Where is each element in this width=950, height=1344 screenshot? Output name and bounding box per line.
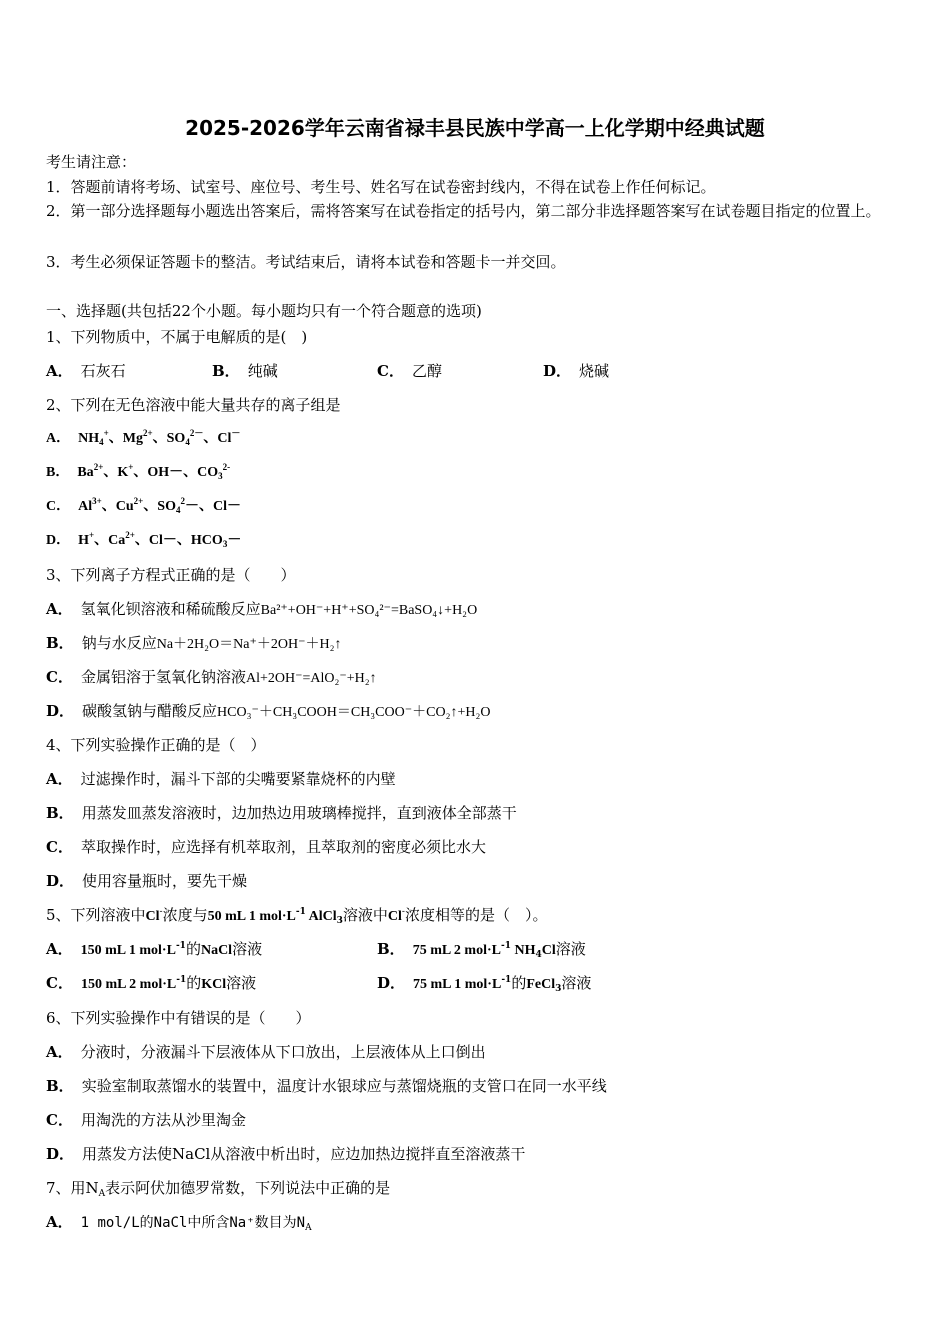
superscript: 2-	[222, 462, 231, 472]
option-label: B．	[46, 465, 70, 480]
option-text: 氢氧化钡溶液和稀硫酸反应	[80, 600, 261, 618]
equation: Ba²⁺+OH⁻+H⁺+SO₄²⁻=BaSO₄↓+H₂O	[260, 603, 478, 618]
option-label: D．	[46, 872, 75, 890]
option-text: 过滤操作时，漏斗下部的尖嘴要紧靠烧杯的内壁	[80, 770, 396, 788]
superscript: -	[159, 907, 163, 917]
q3-option-a	[46, 599, 477, 621]
question-3-stem: 3、下列离子方程式正确的是（ ）	[46, 566, 296, 584]
q2-option-a	[46, 429, 240, 449]
q3-option-d	[46, 701, 490, 723]
subscript: 4	[535, 950, 542, 960]
question-7-stem	[46, 1178, 390, 1198]
ion-text: 、SO	[152, 431, 186, 446]
option-text: 溶液	[226, 974, 257, 992]
option-text: 碳酸氢钠与醋酸反应	[82, 702, 218, 720]
ion-text: －	[227, 533, 242, 548]
option-text: 溶液	[232, 940, 263, 958]
equation: Na＋2H₂O＝Na⁺＋2OH⁻＋H₂↑	[156, 637, 342, 652]
q6-option-b	[46, 1076, 607, 1096]
concentration-text: 75 mL 1 mol·L	[413, 977, 502, 992]
stem-text: 溶液中	[342, 906, 388, 924]
concentration-text: 150 mL 2 mol·L	[80, 977, 177, 992]
question-5-stem	[46, 905, 547, 927]
option-label: D．	[46, 702, 75, 720]
superscript: +	[89, 530, 95, 540]
option-label: C．	[46, 668, 73, 686]
q6-option-a	[46, 1042, 486, 1062]
option-text: 溶液	[555, 940, 586, 958]
q5-option-d	[377, 973, 591, 995]
option-text: 的	[511, 974, 527, 992]
stem-text: 表示阿伏加德罗常数，下列说法中正确的是	[105, 1179, 391, 1197]
superscript: -1	[176, 975, 187, 985]
option-label: C．	[46, 499, 71, 514]
superscript: 3+	[92, 496, 102, 506]
q7-option-a	[46, 1212, 312, 1233]
option-text: 烧碱	[579, 362, 610, 380]
option-text: 石灰石	[80, 362, 126, 380]
option-label: C．	[46, 838, 73, 856]
subscript: 3	[336, 916, 343, 926]
option-label: A．	[46, 770, 73, 788]
notice-item-1: 1．答题前请将考场、试室号、座位号、考生号、姓名写在试卷密封线内，不得在试卷上作任何标记。	[46, 178, 716, 196]
option-text: 金属铝溶于氢氧化钠溶液	[80, 668, 246, 686]
formula-text: NaCl	[200, 943, 233, 958]
option-label: D．	[377, 974, 406, 992]
superscript: -1	[501, 975, 512, 985]
subscript: 3	[218, 471, 223, 481]
stem-text: 5、下列溶液中	[46, 906, 146, 924]
superscript: +	[103, 428, 109, 438]
equation: Al+2OH⁻=AlO₂⁻+H₂↑	[245, 671, 377, 686]
question-4-stem: 4、下列实验操作正确的是（ ）	[46, 736, 266, 754]
superscript: 2+	[142, 428, 153, 438]
superscript: -1	[295, 907, 306, 917]
stem-text: 7、用N	[46, 1179, 99, 1197]
subscript: A	[98, 1189, 106, 1199]
ion-text: 、Ca	[94, 533, 126, 548]
notice-item-2: 2．第一部分选择题每小题选出答案后，需将答案写在试卷指定的括号内，第二部分非选择题答案写在试卷题目指定的位置上。	[46, 202, 881, 220]
subscript: 4	[99, 437, 104, 447]
ion-text: 、Cl	[203, 431, 232, 446]
stem-text: 浓度与	[162, 906, 208, 924]
question-2-stem: 2、下列在无色溶液中能大量共存的离子组是	[46, 396, 341, 414]
notice-heading: 考生请注意：	[46, 153, 137, 171]
ion-text: NH	[78, 431, 100, 446]
superscript: 2－	[189, 428, 204, 438]
superscript: -1	[500, 941, 511, 951]
formula-text: FeCl	[526, 977, 556, 992]
option-label: A．	[46, 362, 73, 380]
q6-option-c	[46, 1110, 246, 1130]
concentration-text: 150 mL 1 mol·L	[80, 943, 176, 958]
ion-text: Ba	[77, 465, 94, 480]
option-text: 用淘洗的方法从沙里淘金	[80, 1111, 246, 1129]
q1-option-b	[212, 361, 278, 381]
ion-text: －、Cl－	[185, 499, 241, 514]
option-label: B．	[212, 362, 240, 380]
option-label: A．	[46, 1043, 73, 1061]
option-label: D．	[543, 362, 572, 380]
ion-text: Al	[78, 499, 93, 514]
ion-text: 、SO	[143, 499, 176, 514]
q1-option-c	[377, 361, 442, 381]
q6-option-d	[46, 1144, 525, 1164]
q2-option-b	[46, 463, 230, 483]
q2-option-d	[46, 531, 241, 551]
ion-text: Cl	[145, 909, 160, 924]
superscript: 2	[180, 496, 185, 506]
q1-option-a	[46, 361, 126, 381]
option-label: B．	[46, 804, 74, 822]
superscript: －	[231, 428, 241, 438]
formula-text: AlCl	[305, 909, 337, 924]
option-label: A．	[46, 431, 71, 446]
q4-option-a	[46, 769, 396, 789]
option-text: 用蒸发方法使NaCl从溶液中析出时，应边加热边搅拌直至溶液蒸干	[82, 1145, 526, 1163]
formula-text: Cl	[541, 943, 556, 958]
ion-text: 、OH－、CO	[133, 465, 219, 480]
q5-option-c	[46, 973, 256, 995]
ion-text: H	[78, 533, 90, 548]
subscript: 3	[555, 984, 562, 994]
option-label: C．	[46, 974, 73, 992]
superscript: +	[128, 462, 134, 472]
superscript: 2+	[133, 496, 144, 506]
q4-option-b	[46, 803, 517, 823]
q3-option-b	[46, 633, 341, 655]
superscript: 2+	[125, 530, 135, 540]
superscript: -1	[175, 941, 186, 951]
option-text: 纯碱	[247, 362, 278, 380]
subscript: A	[305, 1223, 312, 1233]
option-label: C．	[377, 362, 404, 380]
concentration-text: 75 mL 2 mol·L	[412, 943, 501, 958]
question-1-stem: 1、下列物质中，不属于电解质的是( )	[46, 328, 308, 346]
ion-text: Cl	[387, 909, 402, 924]
superscript: -	[401, 907, 405, 917]
option-label: B．	[46, 634, 74, 652]
option-text: 的	[186, 974, 202, 992]
q5-option-a	[46, 939, 262, 961]
equation: HCO₃⁻＋CH₃COOH＝CH₃COO⁻＋CO₂↑+H₂O	[217, 705, 491, 720]
option-label: A．	[46, 1213, 73, 1231]
option-label: A．	[46, 940, 73, 958]
q2-option-c	[46, 497, 241, 517]
ion-text: 、Cl－、HCO	[134, 533, 223, 548]
q4-option-c	[46, 837, 486, 857]
q5-option-b	[377, 939, 586, 961]
option-text: 1 mol/L的NaCl中所含Na⁺数目为N	[80, 1215, 306, 1231]
formula-text: KCl	[201, 977, 227, 992]
subscript: 4	[176, 505, 181, 515]
subscript: 4	[185, 437, 190, 447]
q4-option-d	[46, 871, 247, 891]
notice-item-3: 3．考生必须保证答题卡的整洁。考试结束后，请将本试卷和答题卡一并交回。	[46, 253, 566, 271]
option-label: D．	[46, 533, 71, 548]
ion-text: 、Mg	[108, 431, 143, 446]
option-text: 实验室制取蒸馏水的装置中，温度计水银球应与蒸馏烧瓶的支管口在同一水平线	[81, 1077, 607, 1095]
superscript: 2+	[93, 462, 104, 472]
option-label: B．	[46, 1077, 74, 1095]
section-heading: 一、选择题(共包括22个小题。每小题均只有一个符合题意的选项)	[46, 302, 482, 320]
ion-text: 、Cu	[101, 499, 134, 514]
q1-option-d	[543, 361, 609, 381]
option-text: 分液时，分液漏斗下层液体从下口放出，上层液体从上口倒出	[80, 1043, 486, 1061]
concentration-text: 50 mL 1 mol·L	[207, 909, 296, 924]
option-label: D．	[46, 1145, 75, 1163]
option-text: 用蒸发皿蒸发溶液时，边加热边用玻璃棒搅拌，直到液体全部蒸干	[81, 804, 517, 822]
q3-option-c	[46, 667, 377, 689]
option-label: B．	[377, 940, 405, 958]
option-label: A．	[46, 600, 73, 618]
formula-text: NH	[510, 943, 536, 958]
page-title: 2025-2026学年云南省禄丰县民族中学高一上化学期中经典试题	[185, 116, 765, 140]
option-text: 乙醇	[411, 362, 442, 380]
stem-text: 浓度相等的是（ ）。	[404, 906, 548, 924]
ion-text: 、K	[103, 465, 129, 480]
option-text: 溶液	[561, 974, 592, 992]
option-text: 使用容量瓶时，要先干燥	[82, 872, 248, 890]
option-text: 的	[185, 940, 201, 958]
option-text: 萃取操作时，应选择有机萃取剂，且萃取剂的密度必须比水大	[80, 838, 486, 856]
option-label: C．	[46, 1111, 73, 1129]
subscript: 3	[222, 539, 228, 549]
question-6-stem: 6、下列实验操作中有错误的是（ ）	[46, 1009, 311, 1027]
option-text: 钠与水反应	[81, 634, 157, 652]
